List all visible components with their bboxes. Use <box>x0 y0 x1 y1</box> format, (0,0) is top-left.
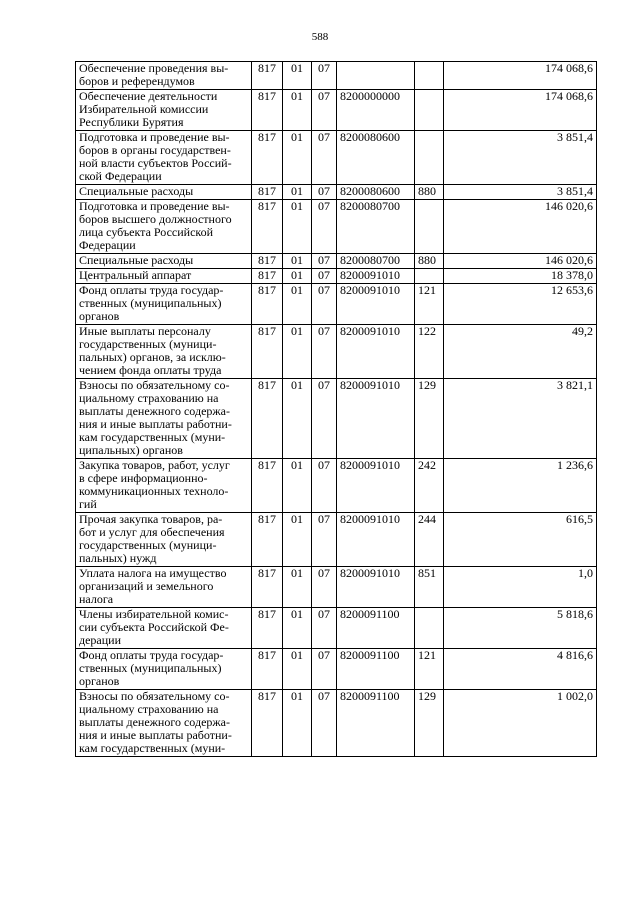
row-vr-cell: 122 <box>415 325 444 379</box>
row-cs-cell: 8200091010 <box>337 325 415 379</box>
row-name-cell: Обеспечение проведения вы- боров и референдумов <box>76 62 252 90</box>
row-gr-cell: 817 <box>252 379 283 459</box>
row-name-cell: Иные выплаты персоналу государственных (муници- пальных) органов, за исклю- чением фонда оплаты труда <box>76 325 252 379</box>
row-vr-cell: 129 <box>415 379 444 459</box>
row-rz-cell: 01 <box>283 90 312 131</box>
table-row <box>76 254 597 269</box>
row-name-cell: Специальные расходы <box>76 254 252 269</box>
row-pr-cell: 07 <box>312 649 337 690</box>
row-pr-cell: 07 <box>312 459 337 513</box>
row-pr-cell: 07 <box>312 200 337 254</box>
row-name-cell: Взносы по обязательному со- циальному страхованию на выплаты денежного содержа- ния и иные выплаты работни- кам государственных (муни- <box>76 690 252 757</box>
row-cs-cell: 8200080700 <box>337 200 415 254</box>
row-name-cell: Фонд оплаты труда государ- ственных (муниципальных) органов <box>76 649 252 690</box>
row-cs-cell: 8200091010 <box>337 284 415 325</box>
row-name-cell: Прочая закупка товаров, ра- бот и услуг для обеспечения государственных (муници- пальных) нужд <box>76 513 252 567</box>
table-row <box>76 379 597 459</box>
row-rz-cell: 01 <box>283 269 312 284</box>
table-row <box>76 284 597 325</box>
row-sum-cell: 1 236,6 <box>444 459 597 513</box>
table-row <box>76 269 597 284</box>
row-pr-cell: 07 <box>312 90 337 131</box>
row-vr-cell: 880 <box>415 185 444 200</box>
table-row <box>76 90 597 131</box>
row-name-cell: Фонд оплаты труда государ- ственных (муниципальных) органов <box>76 284 252 325</box>
row-gr-cell: 817 <box>252 567 283 608</box>
row-gr-cell: 817 <box>252 690 283 757</box>
row-gr-cell: 817 <box>252 254 283 269</box>
row-gr-cell: 817 <box>252 62 283 90</box>
row-vr-cell: 121 <box>415 649 444 690</box>
table-body <box>76 62 597 757</box>
row-name-cell: Взносы по обязательному со- циальному страхованию на выплаты денежного содержа- ния и иные выплаты работни- кам государственных (муни- ципальных) органов <box>76 379 252 459</box>
row-vr-cell <box>415 131 444 185</box>
row-rz-cell: 01 <box>283 649 312 690</box>
row-name-cell: Подготовка и проведение вы- боров в органы государствен- ной власти субъектов Россий- ской Федерации <box>76 131 252 185</box>
row-cs-cell: 8200091100 <box>337 690 415 757</box>
row-rz-cell: 01 <box>283 690 312 757</box>
row-sum-cell: 18 378,0 <box>444 269 597 284</box>
row-sum-cell: 5 818,6 <box>444 608 597 649</box>
row-cs-cell: 8200080700 <box>337 254 415 269</box>
row-rz-cell: 01 <box>283 567 312 608</box>
budget-table <box>75 61 597 757</box>
row-rz-cell: 01 <box>283 200 312 254</box>
row-vr-cell <box>415 90 444 131</box>
row-sum-cell: 174 068,6 <box>444 62 597 90</box>
row-sum-cell: 1,0 <box>444 567 597 608</box>
row-pr-cell: 07 <box>312 325 337 379</box>
row-pr-cell: 07 <box>312 62 337 90</box>
row-cs-cell: 8200091010 <box>337 269 415 284</box>
row-pr-cell: 07 <box>312 254 337 269</box>
row-rz-cell: 01 <box>283 254 312 269</box>
row-pr-cell: 07 <box>312 284 337 325</box>
row-rz-cell: 01 <box>283 459 312 513</box>
row-sum-cell: 3 851,4 <box>444 185 597 200</box>
row-name-cell: Закупка товаров, работ, услуг в сфере информационно- коммуникационных техноло- гий <box>76 459 252 513</box>
row-pr-cell: 07 <box>312 690 337 757</box>
table-row <box>76 459 597 513</box>
row-gr-cell: 817 <box>252 513 283 567</box>
row-sum-cell: 3 821,1 <box>444 379 597 459</box>
row-rz-cell: 01 <box>283 513 312 567</box>
table-row <box>76 185 597 200</box>
table-row <box>76 62 597 90</box>
row-name-cell: Уплата налога на имущество организаций и земельного налога <box>76 567 252 608</box>
row-cs-cell: 8200091010 <box>337 379 415 459</box>
row-cs-cell: 8200091010 <box>337 513 415 567</box>
row-cs-cell: 8200080600 <box>337 185 415 200</box>
row-sum-cell: 12 653,6 <box>444 284 597 325</box>
row-vr-cell <box>415 269 444 284</box>
row-rz-cell: 01 <box>283 325 312 379</box>
table-row <box>76 690 597 757</box>
row-gr-cell: 817 <box>252 269 283 284</box>
row-cs-cell: 8200091010 <box>337 459 415 513</box>
row-pr-cell: 07 <box>312 185 337 200</box>
row-cs-cell: 8200091100 <box>337 649 415 690</box>
row-vr-cell <box>415 608 444 649</box>
row-gr-cell: 817 <box>252 459 283 513</box>
row-pr-cell: 07 <box>312 379 337 459</box>
row-name-cell: Обеспечение деятельности Избирательной комиссии Республики Бурятия <box>76 90 252 131</box>
row-cs-cell: 8200080600 <box>337 131 415 185</box>
row-gr-cell: 817 <box>252 90 283 131</box>
row-sum-cell: 4 816,6 <box>444 649 597 690</box>
row-gr-cell: 817 <box>252 608 283 649</box>
row-gr-cell: 817 <box>252 325 283 379</box>
row-sum-cell: 1 002,0 <box>444 690 597 757</box>
table-row <box>76 649 597 690</box>
row-pr-cell: 07 <box>312 513 337 567</box>
row-vr-cell: 880 <box>415 254 444 269</box>
row-cs-cell: 8200000000 <box>337 90 415 131</box>
row-cs-cell <box>337 62 415 90</box>
row-rz-cell: 01 <box>283 284 312 325</box>
row-name-cell: Подготовка и проведение вы- боров высшего должностного лица субъекта Российской Федерации <box>76 200 252 254</box>
row-cs-cell: 8200091010 <box>337 567 415 608</box>
row-vr-cell: 129 <box>415 690 444 757</box>
row-sum-cell: 146 020,6 <box>444 254 597 269</box>
page-number: 588 <box>311 31 329 43</box>
row-rz-cell: 01 <box>283 131 312 185</box>
row-vr-cell: 242 <box>415 459 444 513</box>
row-vr-cell <box>415 200 444 254</box>
row-gr-cell: 817 <box>252 185 283 200</box>
row-pr-cell: 07 <box>312 269 337 284</box>
row-pr-cell: 07 <box>312 608 337 649</box>
row-pr-cell: 07 <box>312 131 337 185</box>
row-rz-cell: 01 <box>283 379 312 459</box>
row-vr-cell: 244 <box>415 513 444 567</box>
row-gr-cell: 817 <box>252 131 283 185</box>
table-row <box>76 513 597 567</box>
row-name-cell: Специальные расходы <box>76 185 252 200</box>
row-gr-cell: 817 <box>252 200 283 254</box>
row-sum-cell: 3 851,4 <box>444 131 597 185</box>
table-row <box>76 608 597 649</box>
row-pr-cell: 07 <box>312 567 337 608</box>
table-row <box>76 325 597 379</box>
table-row <box>76 567 597 608</box>
table-row <box>76 131 597 185</box>
row-sum-cell: 146 020,6 <box>444 200 597 254</box>
row-sum-cell: 616,5 <box>444 513 597 567</box>
row-vr-cell: 121 <box>415 284 444 325</box>
row-sum-cell: 49,2 <box>444 325 597 379</box>
row-rz-cell: 01 <box>283 608 312 649</box>
row-vr-cell <box>415 62 444 90</box>
row-gr-cell: 817 <box>252 649 283 690</box>
table-row <box>76 200 597 254</box>
row-sum-cell: 174 068,6 <box>444 90 597 131</box>
row-vr-cell: 851 <box>415 567 444 608</box>
row-name-cell: Члены избирательной комис- сии субъекта Российской Фе- дерации <box>76 608 252 649</box>
row-name-cell: Центральный аппарат <box>76 269 252 284</box>
row-cs-cell: 8200091100 <box>337 608 415 649</box>
row-rz-cell: 01 <box>283 185 312 200</box>
row-gr-cell: 817 <box>252 284 283 325</box>
row-rz-cell: 01 <box>283 62 312 90</box>
